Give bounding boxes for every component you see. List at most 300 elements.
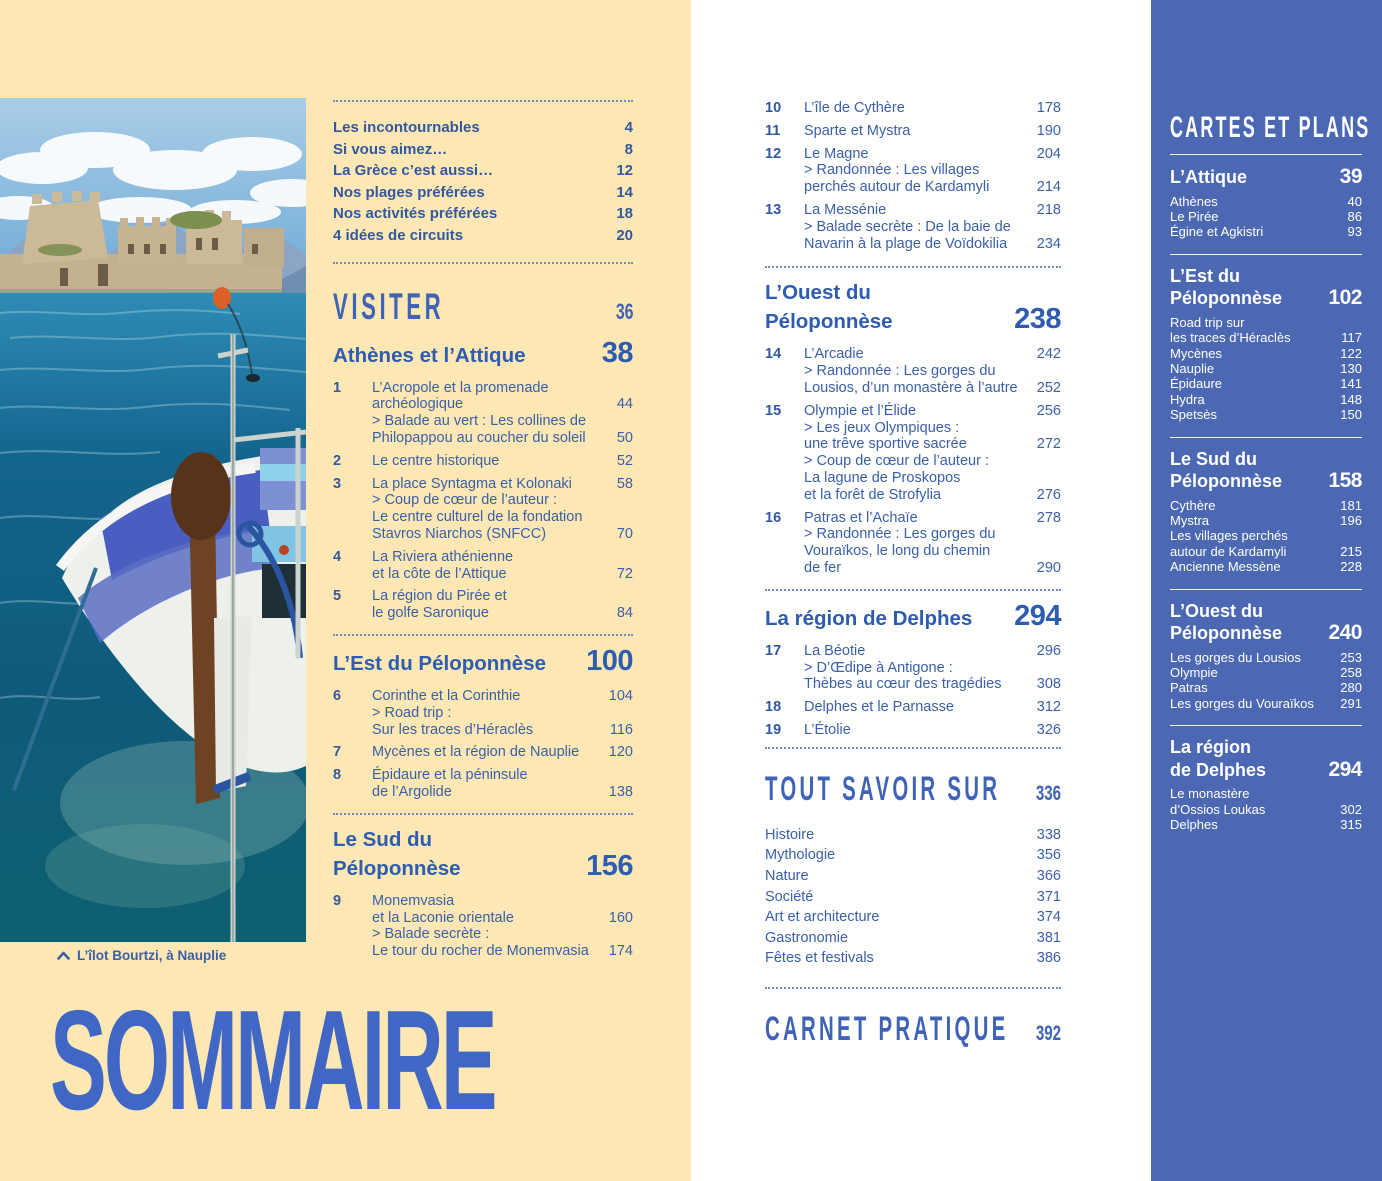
toc-entry <box>765 403 1061 504</box>
toc-line-page: 160 <box>608 909 633 926</box>
toc-line <box>804 219 1061 236</box>
map-group-heading <box>1170 601 1362 645</box>
map-line-label: Les villages perchés <box>1170 528 1288 544</box>
entry-number: 2 <box>333 452 342 469</box>
toc-line-page: 70 <box>616 525 633 542</box>
dotted-divider <box>765 266 1061 268</box>
map-line-page: 93 <box>1347 224 1362 240</box>
map-line-page: 253 <box>1340 649 1362 665</box>
toc-line <box>372 526 633 543</box>
map-line-page: 196 <box>1340 512 1362 528</box>
toc-line <box>804 123 1061 140</box>
toc-line-page: 120 <box>608 744 633 761</box>
toc-line-page: 174 <box>608 943 633 960</box>
toc-line <box>765 887 1061 908</box>
toc-line-page: 52 <box>616 452 633 469</box>
tout-savoir-list <box>765 825 1061 969</box>
map-group <box>1170 254 1362 437</box>
page-title: SOMMAIRE <box>50 981 495 1140</box>
section-heading <box>333 644 633 677</box>
section-est-peloponnese <box>333 644 633 801</box>
section-title: Athènes et l’Attique <box>333 343 526 367</box>
map-line-page: 315 <box>1340 817 1362 833</box>
toc-line <box>804 526 1061 543</box>
section-title: L’Est du Péloponnèse <box>333 651 547 675</box>
toc-line-page: 386 <box>1036 950 1061 967</box>
toc-line-label: > Balade secrète : De la baie de <box>804 218 1011 235</box>
map-line <box>1170 224 1362 239</box>
map-line-label: Cythère <box>1170 497 1216 513</box>
toc-line-page: 366 <box>1036 867 1061 884</box>
toc-entry <box>333 549 633 583</box>
toc-line-label: La lagune de Proskopos <box>804 469 961 486</box>
toc-line <box>372 943 633 960</box>
toc-line-label: Delphes et le Parnasse <box>804 699 954 716</box>
toc-line <box>804 162 1061 179</box>
entry-number: 19 <box>765 721 782 738</box>
cartes-groups <box>1170 154 1362 846</box>
toc-line-page: 252 <box>1036 379 1061 396</box>
map-line <box>1170 376 1362 391</box>
toc-line-label: de l’Argolide <box>372 783 452 800</box>
toc-line <box>372 492 633 509</box>
toc-line-page: 312 <box>1036 699 1061 716</box>
toc-line-page: 20 <box>616 226 633 244</box>
cartes-panel-title: CARTES ET PLANS <box>1170 111 1371 144</box>
toc-line-label: La région du Pirée et <box>372 588 507 605</box>
toc-line-label: La Riviera athénienne <box>372 548 514 565</box>
toc-line-label: L’île de Cythère <box>804 100 905 116</box>
toc-line-label: et la Laconie orientale <box>372 909 514 926</box>
dotted-divider <box>333 813 633 815</box>
map-group-heading <box>1170 449 1362 493</box>
toc-line <box>804 403 1061 420</box>
toc-line <box>372 784 633 801</box>
toc-line-label: et la forêt de Strofylia <box>804 486 942 503</box>
toc-line-label: Navarin à la plage de Voïdokilia <box>804 235 1008 252</box>
map-line-label: Les gorges du Lousios <box>1170 649 1301 665</box>
map-line <box>1170 696 1362 711</box>
toc-line-label: Nature <box>765 867 809 884</box>
toc-line <box>333 160 633 182</box>
part-heading-title: TOUT SAVOIR SUR <box>765 769 1001 808</box>
map-line <box>1170 361 1362 376</box>
entry-number: 16 <box>765 509 782 526</box>
toc-line-label: > Coup de cœur de l’auteur : <box>372 492 557 509</box>
section-title: Péloponnèse <box>765 310 893 334</box>
map-group-title: Péloponnèse <box>1170 288 1283 309</box>
part-heading-tout-savoir <box>765 769 1061 809</box>
toc-line-label: > Balade secrète : <box>372 926 490 943</box>
toc-line-page: 8 <box>624 140 633 158</box>
toc-line <box>804 660 1061 677</box>
toc-line-page: 256 <box>1036 402 1061 419</box>
toc-line <box>372 605 633 622</box>
toc-line-label: Les incontournables <box>333 119 480 136</box>
toc-line <box>372 893 633 910</box>
dotted-divider <box>765 747 1061 749</box>
map-group <box>1170 725 1362 846</box>
toc-line <box>333 139 633 161</box>
toc-line-label: Fêtes et festivals <box>765 950 874 967</box>
section-title: L’Ouest du <box>765 281 871 305</box>
toc-line-page: 381 <box>1036 929 1061 946</box>
dotted-divider <box>333 262 633 264</box>
toc-entry <box>333 453 633 470</box>
map-line-label: Le monastère <box>1170 786 1250 802</box>
map-line-page: 302 <box>1340 801 1362 817</box>
entry-number: 15 <box>765 402 782 419</box>
map-group-title: Péloponnèse <box>1170 623 1283 644</box>
toc-line-label: Stavros Niarchos (SNFCC) <box>372 525 547 542</box>
toc-line-page: 138 <box>608 783 633 800</box>
toc-line <box>765 845 1061 866</box>
toc-entry <box>765 643 1061 693</box>
toc-entry <box>333 688 633 738</box>
map-line-page: 280 <box>1340 680 1362 696</box>
entry-number: 3 <box>333 475 342 492</box>
toc-line-page: 308 <box>1036 676 1061 693</box>
map-group-title: L’Attique <box>1170 167 1247 187</box>
toc-line <box>804 380 1061 397</box>
toc-line-page: 204 <box>1036 145 1061 162</box>
toc-line <box>804 346 1061 363</box>
part-heading-title: CARNET PRATIQUE <box>765 1009 1009 1048</box>
map-group-heading <box>1170 737 1362 781</box>
toc-line <box>372 926 633 943</box>
toc-line-page: 371 <box>1036 888 1061 905</box>
map-line <box>1170 407 1362 422</box>
entry-number: 10 <box>765 100 782 116</box>
section-title: Le Sud du <box>333 827 433 851</box>
map-line-label: Le Pirée <box>1170 208 1219 224</box>
toc-line-label: Art et architecture <box>765 909 880 926</box>
toc-line <box>765 928 1061 949</box>
section-page: 294 <box>1014 599 1061 632</box>
toc-line <box>372 566 633 583</box>
toc-line <box>372 688 633 705</box>
toc-line-label: Le tour du rocher de Monemvasia <box>372 943 589 960</box>
toc-line-label: Si vous aimez… <box>333 140 448 158</box>
map-group-title: L’Ouest du <box>1170 600 1264 621</box>
entry-number: 9 <box>333 892 342 909</box>
toc-line-label: > Randonnée : Les villages <box>804 162 980 179</box>
map-group-title: La région <box>1170 737 1252 758</box>
toc-entry <box>765 699 1061 716</box>
toc-line <box>372 767 633 784</box>
toc-entry <box>765 146 1061 196</box>
map-line-label: Égine et Agkistri <box>1170 224 1264 240</box>
map-line-label: Olympie <box>1170 665 1218 680</box>
map-line-label: Hydra <box>1170 391 1205 407</box>
toc-line-page: 234 <box>1036 235 1061 252</box>
toc-line-label: le golfe Saronique <box>372 605 489 622</box>
toc-line-label: > Road trip : <box>372 704 452 721</box>
toc-line-label: Gastronomie <box>765 929 849 946</box>
toc-entry <box>765 202 1061 252</box>
photo-bourtzi <box>0 98 306 942</box>
toc-entry <box>765 722 1061 739</box>
toc-line-page: 72 <box>616 565 633 582</box>
map-line <box>1170 209 1362 224</box>
map-group-page: 102 <box>1328 286 1362 310</box>
toc-line-label: > Randonnée : Les gorges du <box>804 526 996 543</box>
map-group-title: L’Est du <box>1170 265 1241 286</box>
entry-number: 13 <box>765 201 782 218</box>
toc-line-label: Sur les traces d’Héraclès <box>372 721 534 738</box>
toc-line <box>372 380 633 397</box>
entry-number: 1 <box>333 379 342 396</box>
entry-number: 18 <box>765 699 782 716</box>
map-line <box>1170 665 1362 680</box>
chevron-up-icon <box>57 951 70 960</box>
map-line-page: 228 <box>1340 559 1362 575</box>
dotted-divider <box>333 100 633 102</box>
map-line-page: 40 <box>1347 193 1362 209</box>
map-line <box>1170 786 1362 801</box>
toc-line <box>372 509 633 526</box>
toc-line <box>804 202 1061 219</box>
map-line-page: 141 <box>1340 376 1362 392</box>
entry-number: 6 <box>333 687 342 704</box>
section-heading <box>333 827 633 882</box>
section-page: 100 <box>586 644 633 677</box>
entry-number: 7 <box>333 744 342 761</box>
toc-line-label: L’Étolie <box>804 721 851 738</box>
toc-line <box>804 643 1061 660</box>
section-title: La région de Delphes <box>765 606 973 630</box>
map-line-page: 117 <box>1341 330 1362 346</box>
toc-line-page: 278 <box>1036 509 1061 526</box>
map-group-heading <box>1170 166 1362 189</box>
toc-line-page: 356 <box>1036 847 1061 864</box>
cartes-et-plans-panel <box>1151 0 1382 1181</box>
map-line-label: Ancienne Messène <box>1170 559 1281 575</box>
toc-line-page: 44 <box>616 396 633 413</box>
toc-entry <box>333 744 633 761</box>
toc-line-page: 296 <box>1036 642 1061 659</box>
toc-entry <box>333 893 633 960</box>
toc-line-label: L’Arcadie <box>804 346 864 363</box>
toc-line-label: une trêve sportive sacrée <box>804 436 967 453</box>
map-line-page: 215 <box>1340 543 1362 559</box>
toc-column-2 <box>765 100 1061 1049</box>
photo-caption-text: L’îlot Bourtzi, à Nauplie <box>77 948 227 963</box>
toc-line <box>804 487 1061 504</box>
toc-line <box>372 588 633 605</box>
toc-line <box>372 413 633 430</box>
map-line-label: Mystra <box>1170 512 1209 528</box>
toc-line-page: 272 <box>1036 436 1061 453</box>
toc-entry <box>333 767 633 801</box>
map-line-label: Road trip sur <box>1170 314 1245 330</box>
section-page: 238 <box>1014 303 1061 336</box>
part-heading-visiter <box>333 286 633 328</box>
map-group-title: Péloponnèse <box>1170 471 1283 492</box>
toc-line-label: > Balade au vert : Les collines de <box>372 413 587 430</box>
toc-line <box>804 436 1061 453</box>
toc-line <box>804 676 1061 693</box>
toc-line-label: Philopappou au coucher du soleil <box>372 429 586 446</box>
map-line-label: les traces d’Héraclès <box>1170 330 1291 346</box>
map-line-page: 130 <box>1340 360 1362 376</box>
toc-line <box>804 722 1061 739</box>
toc-line <box>333 203 633 225</box>
map-line <box>1170 498 1362 513</box>
toc-entry <box>765 100 1061 117</box>
part-heading-carnet <box>765 1009 1061 1049</box>
map-line-label: d’Ossios Loukas <box>1170 801 1266 817</box>
map-line <box>1170 392 1362 407</box>
toc-line-page: 18 <box>616 205 633 223</box>
toc-line-label: Olympie et l’Élide <box>804 402 917 419</box>
toc-line-label: > Les jeux Olympiques : <box>804 419 960 436</box>
toc-line <box>804 510 1061 527</box>
toc-line <box>765 948 1061 969</box>
part-heading-page: 392 <box>1035 1021 1061 1045</box>
toc-line-label: La Messénie <box>804 201 887 218</box>
entry-number: 12 <box>765 145 782 162</box>
toc-line <box>333 182 633 204</box>
map-line <box>1170 513 1362 528</box>
toc-line-label: Sparte et Mystra <box>804 122 911 139</box>
toc-line <box>372 430 633 447</box>
toc-line <box>372 705 633 722</box>
map-line <box>1170 559 1362 574</box>
entry-number: 5 <box>333 588 342 605</box>
map-line-page: 86 <box>1347 208 1362 224</box>
toc-line-page: 242 <box>1036 346 1061 363</box>
map-group-page: 294 <box>1328 757 1362 781</box>
map-line-label: Nauplie <box>1170 360 1215 376</box>
map-line-page: 122 <box>1340 345 1362 361</box>
toc-line-page: 190 <box>1036 122 1061 139</box>
toc-line <box>804 236 1061 253</box>
toc-line-label: perchés autour de Kardamyli <box>804 179 990 196</box>
toc-line <box>372 744 633 761</box>
toc-line <box>804 420 1061 437</box>
toc-line-label: L’Acropole et la promenade <box>372 379 549 396</box>
toc-entry <box>333 476 633 543</box>
part-heading-title: VISITER <box>333 285 445 327</box>
section-sud-continued <box>765 100 1061 252</box>
map-line <box>1170 194 1362 209</box>
map-line <box>1170 680 1362 695</box>
dotted-divider <box>333 634 633 636</box>
toc-line-page: 178 <box>1036 100 1061 116</box>
toc-line-page: 290 <box>1036 559 1061 576</box>
section-delphes <box>765 599 1061 739</box>
map-group <box>1170 437 1362 589</box>
map-line <box>1170 528 1362 543</box>
map-line <box>1170 544 1362 559</box>
section-sud-peloponnese <box>333 827 633 960</box>
toc-line <box>804 363 1061 380</box>
toc-line <box>804 179 1061 196</box>
toc-line-page: 326 <box>1036 721 1061 738</box>
toc-line <box>333 225 633 247</box>
toc-line-page: 104 <box>608 687 633 704</box>
map-line <box>1170 817 1362 832</box>
toc-line-page: 276 <box>1036 486 1061 503</box>
section-page: 156 <box>586 849 633 882</box>
toc-entry <box>765 123 1061 140</box>
toc-column-1 <box>333 100 633 966</box>
map-group-page: 39 <box>1339 165 1362 188</box>
toc-line-label: Nos plages préférées <box>333 183 485 201</box>
toc-line <box>333 117 633 139</box>
toc-line-page: 4 <box>624 119 633 136</box>
map-line-label: autour de Kardamyli <box>1170 543 1287 559</box>
toc-line-label: Mycènes et la région de Nauplie <box>372 744 580 761</box>
map-group <box>1170 589 1362 726</box>
toc-line-label: Le centre historique <box>372 452 500 469</box>
toc-line <box>804 560 1061 577</box>
toc-line-label: > Coup de cœur de l’auteur : <box>804 453 989 470</box>
section-ouest-peloponnese <box>765 280 1061 576</box>
toc-line-label: Corinthe et la Corinthie <box>372 687 521 704</box>
section-athens <box>333 336 633 622</box>
toc-entry <box>765 510 1061 577</box>
toc-line-page: 116 <box>609 721 633 738</box>
intro-list <box>333 117 633 247</box>
map-line-page: 258 <box>1340 665 1362 680</box>
entry-number: 4 <box>333 548 342 565</box>
toc-line-label: Le centre culturel de la fondation <box>372 509 583 526</box>
map-line-label: Patras <box>1170 680 1208 696</box>
map-line <box>1170 346 1362 361</box>
section-page: 38 <box>601 336 633 369</box>
toc-line <box>372 396 633 413</box>
toc-line <box>372 910 633 927</box>
toc-entry <box>333 588 633 622</box>
map-group-title: Le Sud du <box>1170 448 1257 469</box>
section-heading <box>765 280 1061 335</box>
section-heading <box>765 599 1061 632</box>
toc-line-label: > D’Œdipe à Antigone : <box>804 659 953 676</box>
map-line-label: Delphes <box>1170 817 1218 833</box>
map-line-label: Athènes <box>1170 193 1218 209</box>
toc-line-label: Épidaure et la péninsule <box>372 767 528 784</box>
entry-number: 14 <box>765 346 782 363</box>
toc-line-page: 14 <box>616 183 633 201</box>
map-group-page: 240 <box>1328 621 1362 645</box>
map-group-heading <box>1170 266 1362 310</box>
map-group <box>1170 154 1362 254</box>
toc-line-label: de fer <box>804 559 842 576</box>
toc-line-label: Monemvasia <box>372 892 455 909</box>
toc-entry <box>765 346 1061 396</box>
toc-line <box>765 907 1061 928</box>
toc-line-page: 338 <box>1036 826 1061 843</box>
toc-line-label: Société <box>765 888 814 905</box>
toc-line <box>804 146 1061 163</box>
map-group-title: de Delphes <box>1170 759 1267 780</box>
map-line-label: Les gorges du Vouraïkos <box>1170 695 1314 711</box>
part-heading-page: 36 <box>615 298 633 324</box>
toc-line-page: 218 <box>1036 201 1061 218</box>
toc-line-page: 84 <box>616 605 633 622</box>
toc-line-label: Thèbes au cœur des tragédies <box>804 676 1002 693</box>
toc-line <box>804 699 1061 716</box>
toc-line <box>372 453 633 470</box>
toc-line-label: archéologique <box>372 396 464 413</box>
section-heading <box>333 336 633 369</box>
toc-line-label: Mythologie <box>765 847 836 864</box>
toc-line-label: 4 idées de circuits <box>333 226 464 244</box>
toc-line <box>372 476 633 493</box>
map-group-page: 158 <box>1328 469 1362 493</box>
